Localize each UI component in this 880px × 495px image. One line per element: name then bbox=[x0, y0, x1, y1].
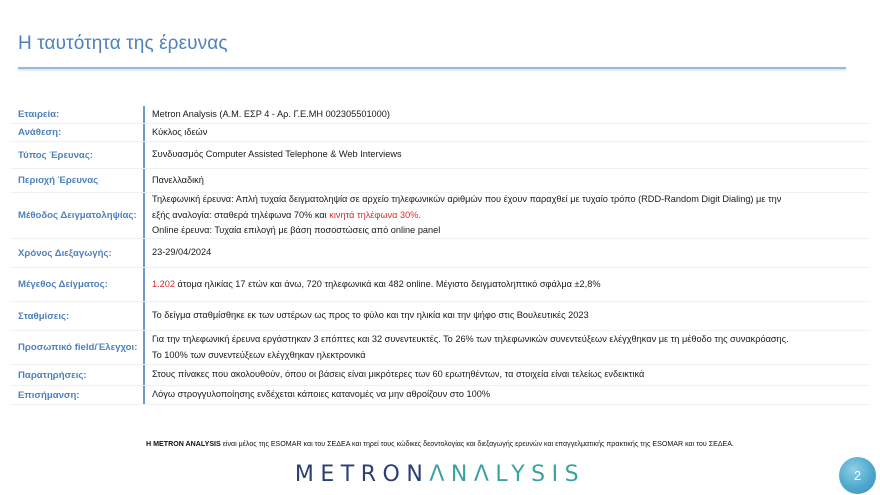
logo-analysis-text: ΛNΛLYSIS bbox=[429, 462, 586, 487]
value-line bbox=[152, 348, 870, 364]
value-text: Τηλεφωνική έρευνα: Απλή τυχαία δειγματοληψία σε αρχείο τηλεφωνικών αριθμών που έχουν παραχθεί με τυχαίο τρόπο (RDD-Random Digit Dialing) με την bbox=[152, 194, 782, 205]
row-label: Επισήμανση: bbox=[18, 389, 80, 401]
value-text: Συνδυασμός Computer Assisted Telephone & Web Interviews bbox=[152, 149, 402, 160]
row-value bbox=[145, 365, 870, 385]
value-line bbox=[152, 387, 870, 403]
table-row bbox=[10, 302, 870, 331]
row-label: Μέθοδος Δειγματοληψίας: bbox=[18, 210, 137, 221]
value-text: Metron Analysis (Α.Μ. ΕΣΡ 4 - Αρ. Γ.Ε.ΜΗ 002305501000) bbox=[152, 108, 390, 119]
value-line bbox=[152, 107, 870, 123]
row-value bbox=[145, 142, 870, 168]
page-number-badge bbox=[839, 457, 876, 494]
row-value bbox=[145, 302, 870, 330]
table-row bbox=[10, 386, 870, 405]
value-line bbox=[152, 332, 870, 348]
row-value bbox=[145, 331, 870, 364]
row-value bbox=[145, 169, 870, 192]
value-line bbox=[152, 277, 870, 293]
value-text: Online έρευνα: Τυχαία επιλογή με βάση ποσοστώσεις από online panel bbox=[152, 225, 441, 236]
slide-title: Η ταυτότητα της έρευνας bbox=[18, 33, 228, 54]
metron-analysis-logo bbox=[0, 462, 880, 487]
value-line bbox=[152, 223, 870, 239]
row-label: Σταθμίσεις: bbox=[18, 310, 70, 322]
title-underline bbox=[18, 67, 846, 69]
page-number: 2 bbox=[853, 468, 862, 483]
value-line bbox=[152, 192, 870, 208]
value-line bbox=[152, 308, 870, 324]
value-text: Για την τηλεφωνική έρευνα εργάστηκαν 3 επόπτες και 32 συνεντευκτές. Το 26% των τηλεφωνικών συνεντεύξεων ελέγχθηκαν με τη μέθοδο της συνακρόασης. bbox=[152, 334, 789, 344]
row-value bbox=[145, 268, 870, 301]
row-value bbox=[145, 106, 870, 123]
row-label: Εταιρεία: bbox=[18, 109, 60, 120]
table-row bbox=[10, 268, 870, 302]
row-value bbox=[145, 386, 870, 404]
value-line bbox=[152, 173, 870, 189]
table-row bbox=[10, 142, 870, 169]
table-row bbox=[10, 239, 870, 268]
row-label: Προσωπικό field/Έλεγχοι: bbox=[18, 342, 138, 353]
row-label: Περιοχή Έρευνας bbox=[18, 175, 99, 186]
value-line bbox=[152, 208, 870, 224]
table-row bbox=[10, 331, 870, 365]
value-text: Πανελλαδική bbox=[152, 174, 204, 185]
value-line bbox=[152, 245, 870, 261]
table-row bbox=[10, 169, 870, 193]
value-line bbox=[152, 147, 870, 163]
survey-identity-table bbox=[10, 106, 870, 405]
membership-note bbox=[0, 440, 880, 448]
highlighted-text: κινητά τηλέφωνα 30%. bbox=[329, 209, 421, 220]
row-label: Χρόνος Διεξαγωγής: bbox=[18, 247, 112, 259]
value-text: εξής αναλογία: σταθερά τηλέφωνα 70% και bbox=[152, 209, 330, 220]
row-label: Μέγεθος Δείγματος: bbox=[18, 279, 108, 290]
value-text: Κύκλος ιδεών bbox=[152, 126, 208, 137]
value-text: Λόγω στρογγυλοποίησης ενδέχεται κάποιες κατανομές να μην αθροίζουν στο 100% bbox=[152, 389, 491, 400]
value-text: Το 100% των συνεντεύξεων ελέγχθηκαν ηλεκτρονικά bbox=[152, 349, 366, 360]
value-text: άτομα ηλικίας 17 ετών και άνω, 720 τηλεφωνικά και 482 online. Μέγιστο δειγματοληπτικό σφάλμα ±2,8% bbox=[175, 278, 601, 289]
value-line bbox=[152, 367, 870, 383]
table-row bbox=[10, 124, 870, 142]
row-value bbox=[145, 239, 870, 267]
table-row bbox=[10, 365, 870, 386]
membership-note-text: είναι μέλος της ESOMAR και του ΣΕΔΕΑ και τηρεί τους κώδικες δεοντολογίας και διεξαγωγής ερευνών και επαγγελματικής πρακτικής της ESOMAR και του ΣΕΔΕΑ. bbox=[220, 440, 734, 448]
logo-metron-text: METRON bbox=[294, 462, 430, 487]
row-value bbox=[145, 124, 870, 141]
table-row bbox=[10, 106, 870, 124]
highlighted-text: 1.202 bbox=[152, 278, 175, 289]
value-line bbox=[152, 125, 870, 141]
value-text: Στους πίνακες που ακολουθούν, όπου οι βάσεις είναι μικρότερες των 60 ερωτηθέντων, τα στοιχεία είναι τελείως ενδεικτικά bbox=[152, 369, 645, 380]
value-text: 23-29/04/2024 bbox=[152, 247, 212, 258]
membership-note-company: Η METRON ANALYSIS bbox=[146, 440, 221, 448]
row-label: Ανάθεση: bbox=[18, 127, 62, 138]
table-row bbox=[10, 193, 870, 239]
row-label: Παρατηρήσεις: bbox=[18, 369, 87, 381]
value-text: Το δείγμα σταθμίσθηκε εκ των υστέρων ως προς το φύλο και την ηλικία και την ψήφο στις Βουλευτικές 2023 bbox=[152, 310, 589, 321]
row-label: Τύπος Έρευνας: bbox=[18, 149, 93, 161]
row-value bbox=[145, 193, 870, 238]
